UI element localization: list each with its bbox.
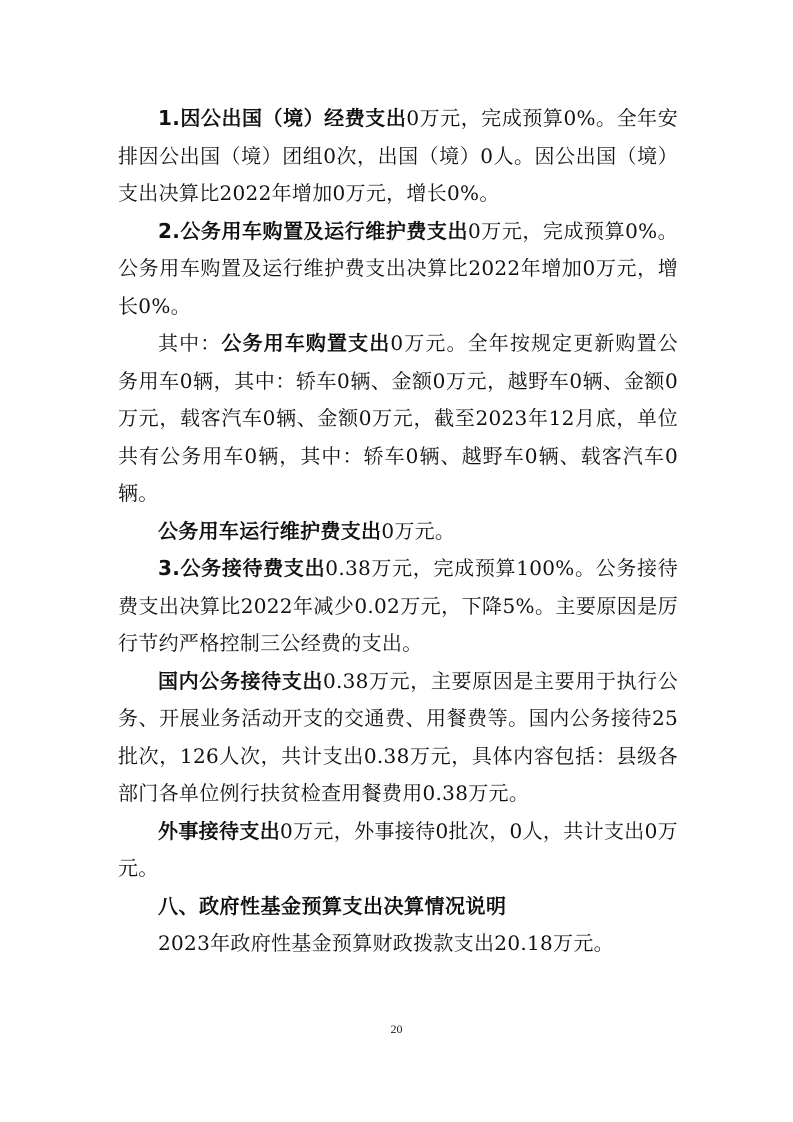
paragraph-government-fund: 2023年政府性基金预算财政拨款支出20.18万元。	[158, 931, 614, 955]
paragraph-vehicle-maintenance	[118, 513, 678, 551]
paragraph-text: 0万元。全年按规定更新购置公务用车0辆，其中：轿车0辆、金额0万元，越野车0辆、金额0万元，载客汽车0辆、金额0万元，截至2023年12月底，单位共有公务用车0辆，其中：轿车0辆、越野车0辆、载客汽车0辆。	[118, 331, 678, 505]
paragraph-prefix: 其中：	[158, 331, 222, 355]
paragraph-foreign-reception	[118, 813, 678, 888]
paragraph-vehicle-expenses	[118, 213, 678, 326]
paragraph-text: 0万元，完成预算0%。公务用车购置及运行维护费支出决算比2022年增加0万元，增长0%。	[118, 218, 678, 318]
document-body	[118, 100, 678, 963]
paragraph-vehicle-purchase	[118, 325, 678, 513]
paragraph-reception-expenses	[118, 550, 678, 663]
paragraph-text: 0万元，外事接待0批次，0人，共计支出0万元。	[118, 818, 678, 880]
paragraph-bold-lead: 公务用车购置支出	[221, 331, 391, 355]
section-heading: 八、政府性基金预算支出决算情况说明	[158, 893, 507, 918]
paragraph-text: 0万元。	[381, 518, 456, 543]
paragraph-domestic-reception	[118, 663, 678, 813]
paragraph-bold-lead: 2.公务用车购置及运行维护费支出	[158, 218, 469, 243]
paragraph-text: 0.38万元，主要原因是主要用于执行公务、开展业务活动开支的交通费、用餐费等。国内公务接待25批次，126人次，共计支出0.38万元，具体内容包括：县级各部门各单位例行扶贫检查用餐费用0.38万元。	[118, 668, 678, 805]
paragraph-bold-lead: 3.公务接待费支出	[158, 556, 326, 580]
paragraph-text: 0万元，完成预算0%。全年安排因公出国（境）团组0次，出国（境）0人。因公出国（境）支出决算比2022年增加0万元，增长0%。	[118, 106, 678, 205]
paragraph-bold-lead: 公务用车运行维护费支出	[158, 518, 382, 543]
paragraph-bold-lead: 1.因公出国（境）经费支出	[158, 106, 407, 130]
page-number: 20	[390, 1022, 403, 1036]
paragraph-text: 0.38万元，完成预算100%。公务接待费支出决算比2022年减少0.02万元，下降5%。主要原因是厉行节约严格控制三公经费的支出。	[118, 556, 678, 655]
paragraph-bold-lead: 国内公务接待支出	[158, 668, 323, 693]
paragraph-overseas-expenses	[118, 100, 678, 213]
paragraph-bold-lead: 外事接待支出	[158, 818, 281, 843]
